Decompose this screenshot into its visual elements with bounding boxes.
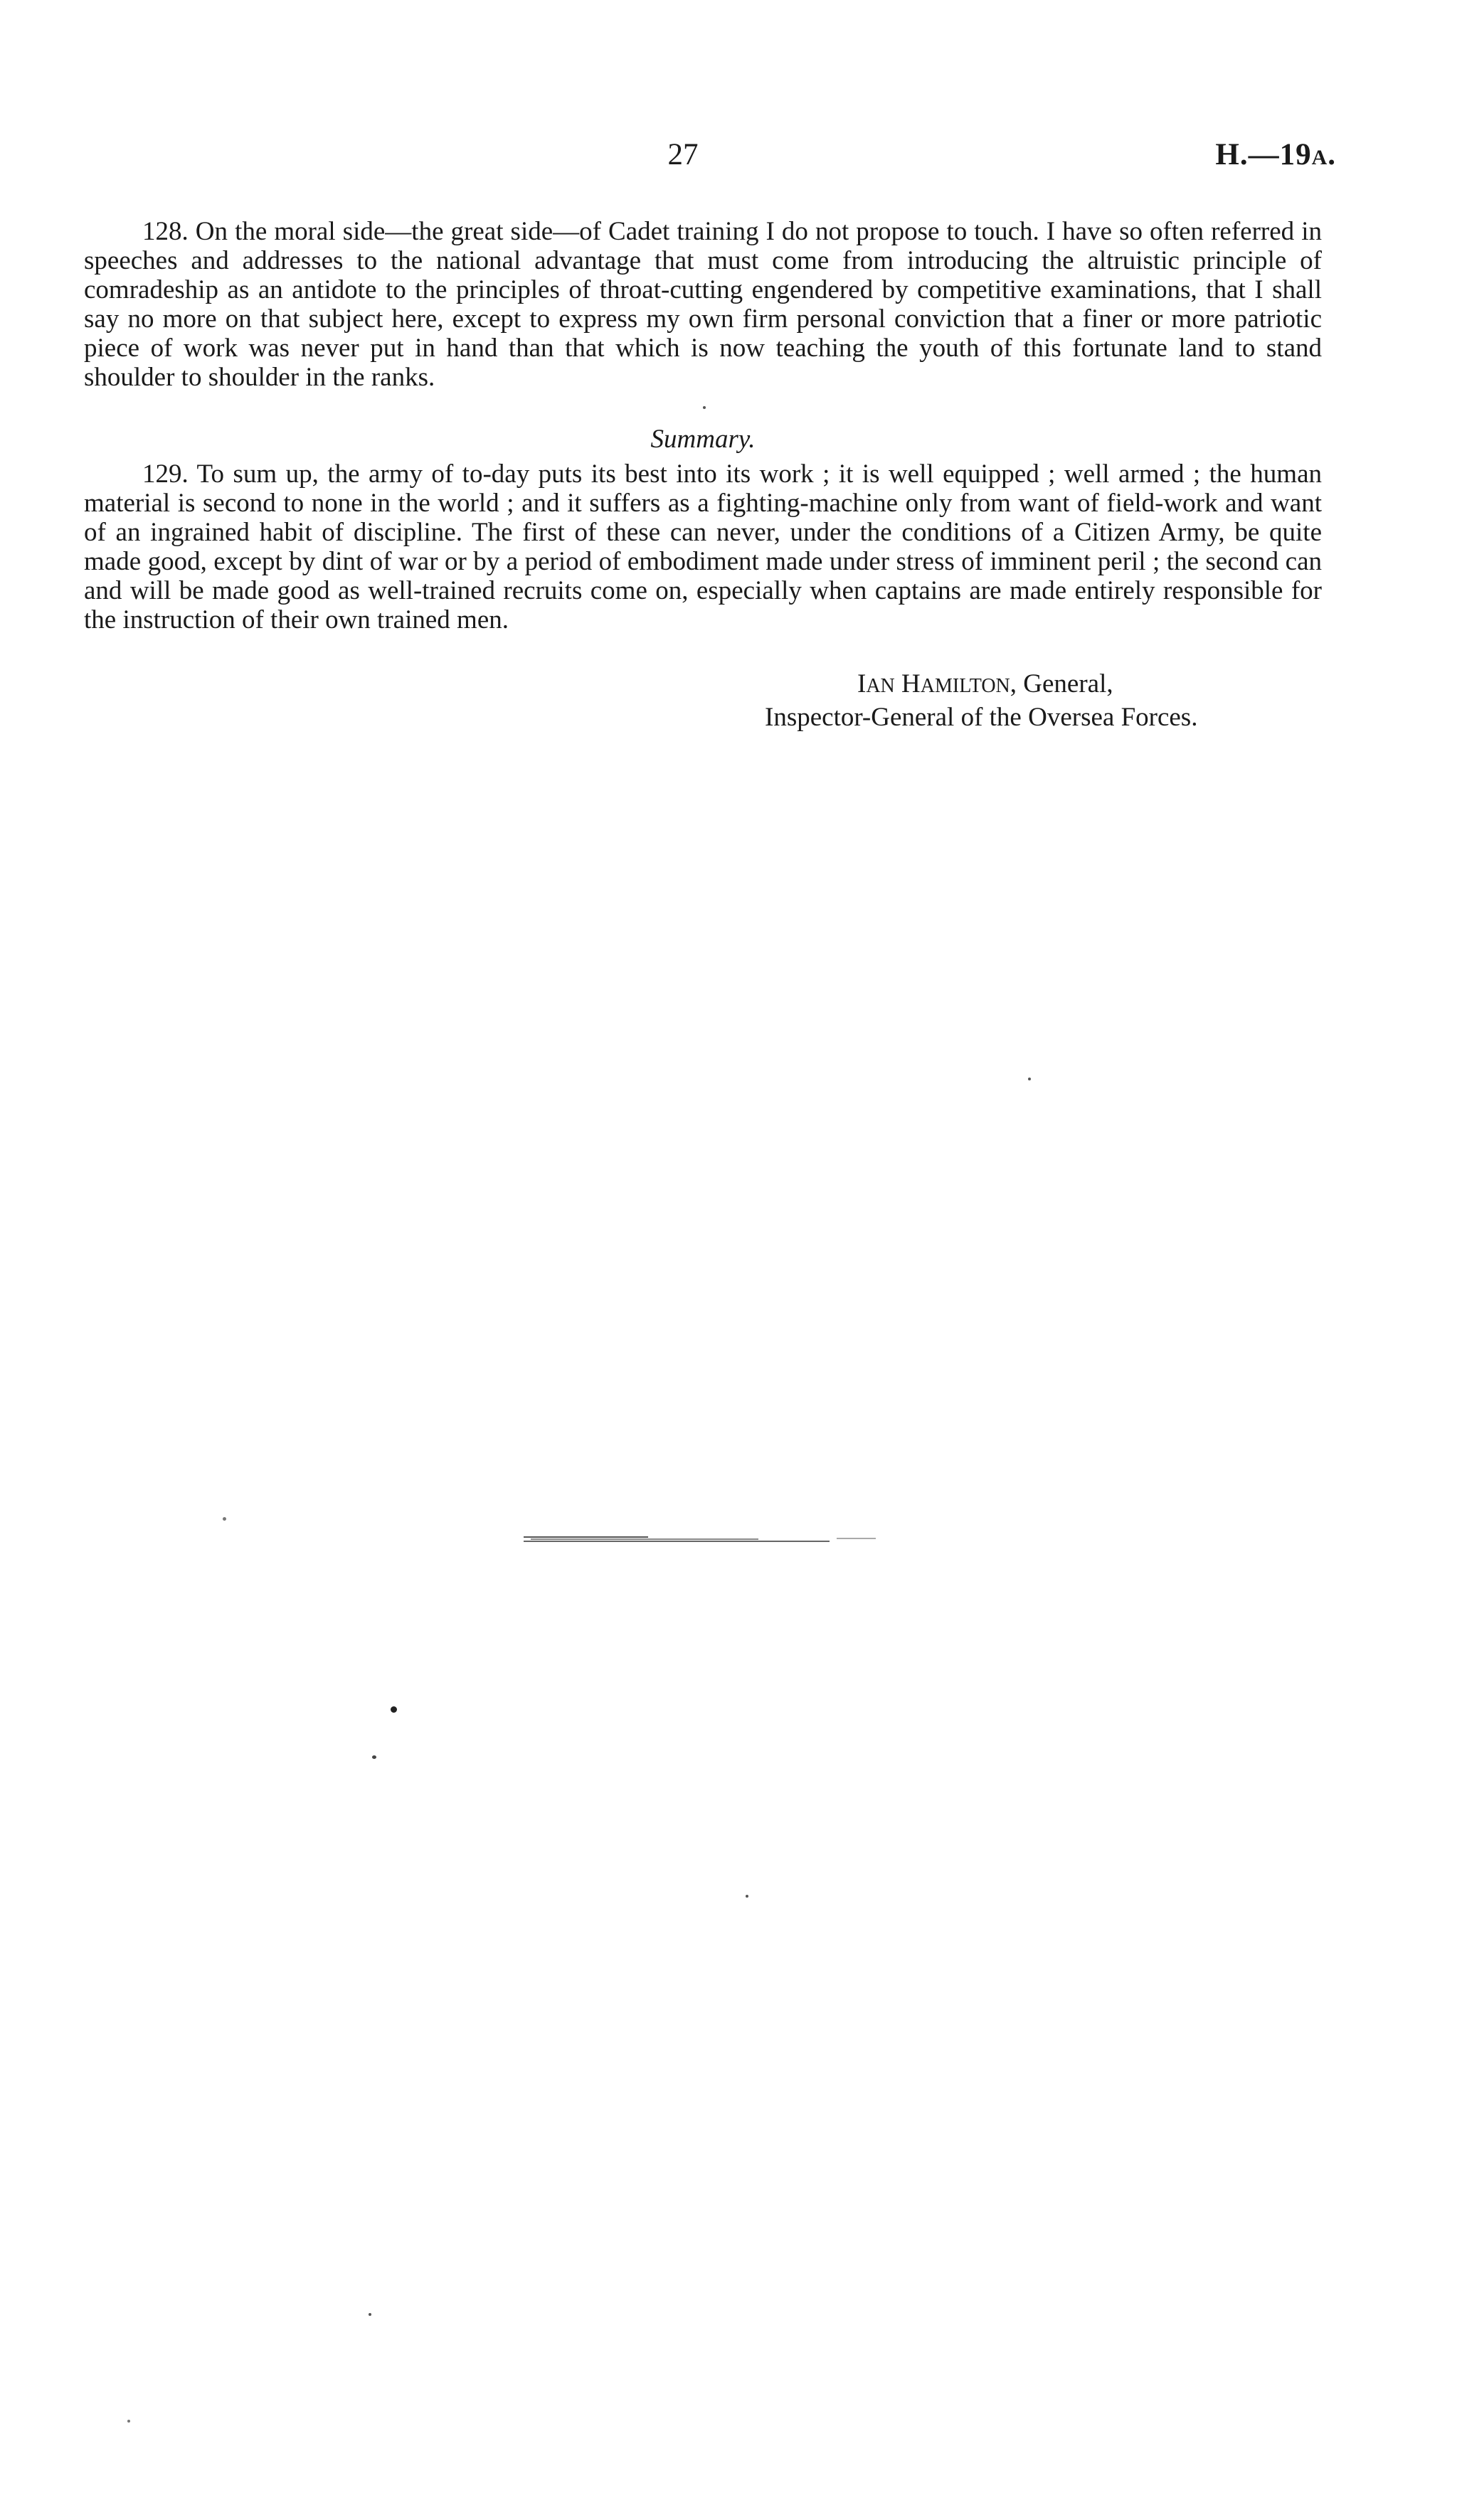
doc-ref-dot: . <box>1328 138 1336 171</box>
end-rule-segment <box>837 1538 876 1539</box>
document-reference <box>1215 139 1336 170</box>
print-speck <box>1028 1078 1031 1080</box>
signatory-name: IAN HAMILTON, General, <box>857 669 1113 698</box>
print-speck <box>746 1895 748 1898</box>
print-speck <box>703 406 706 409</box>
section-heading-summary: Summary. <box>650 425 756 454</box>
paragraph-129 <box>84 459 1322 634</box>
paragraph-128 <box>84 217 1322 392</box>
end-rule-segment <box>524 1541 830 1542</box>
paragraph-129-text: 129. To sum up, the army of to-day puts its best into its work ; it is well equipped ; well armed ; the human material is second to none in the world ; and it suffers as a fighting-machine only from want of field-work and want of an ingrained habit of discipline. The first of these can never, under the conditions of a Citizen Army, be quite made good, except by dint of war or by a period of embodiment made under stress of imminent peril ; the second can and will be made good as well-trained recruits come on, especially when captains are made entirely responsible for the instruction of their own trained men. <box>84 459 1322 634</box>
print-speck <box>223 1517 226 1521</box>
paragraph-128-text: 128. On the moral side—the great side—of Cadet training I do not propose to touch. I have so often referred in speeches and addresses to the national advantage that must come from introducing the altruistic principle of comradeship as an antidote to the principles of throat-cutting engendered by competitive examinations, that I shall say no more on that subject here, except to express my own firm personal conviction that a finer or more patriotic piece of work was never put in hand than that which is now teaching the youth of this fortunate land to stand shoulder to shoulder in the ranks. <box>84 217 1322 392</box>
end-rule <box>524 1536 878 1543</box>
print-speck <box>372 1755 376 1759</box>
print-speck <box>127 2420 130 2423</box>
print-speck <box>369 2313 371 2316</box>
doc-ref-suffix: A <box>1311 146 1328 169</box>
signature-block <box>765 669 1277 733</box>
signatory-title: Inspector-General of the Oversea Forces. <box>765 703 1198 732</box>
print-speck <box>391 1706 397 1713</box>
end-rule-segment <box>531 1538 758 1540</box>
page-number: 27 <box>667 138 699 171</box>
end-rule-segment <box>524 1536 648 1538</box>
doc-ref-main: H.—19 <box>1215 138 1312 171</box>
